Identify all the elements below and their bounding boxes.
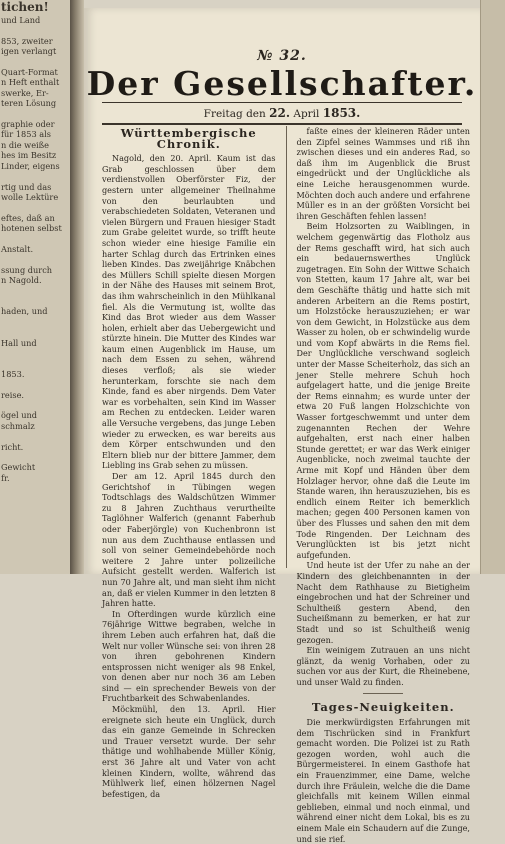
article-paragraph: Beim Holzsorten zu Waiblingen, in welchem gegenwärtig das Flotholz aus der Rems geschafft wird, hat sich auch ein bedauernswerthes Unglück zugetragen. Ein Sohn der Wittwe Schaich von Stetten, kaum 17 Jahre alt, war bei dem Geschäfte thätig und hatte sich mit anderen Arbeitern an die Rems postirt, um Holzstöcke herauszuziehen; er war von dem Gewicht, in Holzstücke aus dem Wasser zu holen, ob er schwindelig wurde und vom Kopf abwärts in die Rems fiel. Der Unglückliche verschwand sogleich unter der Masse Scheiterholz, das sich an jener Stelle mehrere Schuh hoch aufgelagert hatte, und die jenige Breite der Rems einnahm; es wurde unter der etwa 20 Fuß langen Holzschichte von Wasser fortgeschwemmt und unter dem zugenannten Rechen der Wehre aufgehalten, erst nach einer halben Stunde gerettet; er war das Werk einiger Augenblicke, noch zweimal tauchte der Arme mit Kopf und Händen über dem Holzlager hervor, ohne daß die Leute im Stande waren, ihn herauszuziehen, bis es endlich einem Reiter ich bemerklich machen; gegen 400 Personen kamen von über des Flusses und sahen den mit dem Tode Ringenden. Der Leichnam des Verunglückten ist bis jetzt nicht aufgefunden.	[296, 221, 470, 560]
fragment-line: Anstalt.	[1, 243, 34, 254]
fragment-line: Gewicht	[1, 462, 36, 473]
date-year: 1853.	[322, 106, 361, 120]
fragment-line	[0, 317, 70, 327]
fragment-line: igen verlangt	[1, 46, 57, 57]
fragment-line	[0, 296, 70, 306]
fragment-line	[0, 234, 70, 244]
fragment-line	[0, 57, 70, 67]
dateline-rule	[102, 123, 462, 125]
article-paragraph: faßte eines der kleineren Räder unten den Zipfel seines Wammses und riß ihn zwischen dieses und ein anderes Rad, so daß ihm im Augenblick die Brust eingedrückt und der Unglückliche als eine Leiche herausgenommen wurde. Möchten doch auch andere und erfahrene Müller es in an der größten Vorsicht bei ihren Geschäften fehlen lassen!	[296, 126, 470, 221]
dateline	[84, 103, 480, 122]
fragment-line: teren Lösung	[1, 98, 57, 109]
section-heading-chronik: Württembergische Chronik.	[120, 126, 257, 151]
fragment-line	[0, 400, 70, 410]
date-day: 22.	[269, 106, 291, 120]
fragment-line: 853, zweiter	[1, 35, 53, 46]
article-paragraph: Und heute ist der Ufer zu nahe an der Kindern des gleichbenannten in der Nacht dem Rathhause zu Bietigheim eingebrochen und hat der Schreiner und Schultheiß gestern Abend, den Sucheißmann zu bemerken, er hat zur Stadt und so ist Schultheiß wenig gezogen.	[296, 560, 470, 645]
fragment-line: wolle Lektüre	[1, 191, 59, 202]
fragment-line: ssung durch	[1, 264, 53, 275]
fragment-line: richt.	[1, 441, 24, 452]
previous-page-fragment	[0, 0, 71, 574]
fragment-line: 1853.	[1, 368, 25, 379]
fragment-line: für 1853 als	[1, 129, 51, 140]
date-month: April	[293, 108, 320, 120]
fragment-line: n die weiße	[1, 139, 49, 150]
fragment-line	[0, 286, 70, 296]
article-paragraph: Ein weinigem Zutrauen an uns nicht glänzt, da wenig Vorhaben, oder zu suchen vor aus der Kurt, die Rheinebene, und unser Wald zu finden.	[296, 645, 470, 687]
fragment-line	[0, 202, 70, 212]
newspaper-page	[84, 8, 480, 844]
section-heading-tages-neuigkeiten: Tages-Neuigkeiten.	[311, 700, 455, 715]
article-paragraph: In Ofterdingen wurde kürzlich eine 76jährige Wittwe begraben, welche in ihrem Leben auch erfahren hat, daß die Welt nur voller Wünsche sei: von ihren 28 von ihren gebohrenen Kindern entsprossen nicht weniger als 98 Enkel, von denen aber nur noch 36 am Leben sind — ein sprechender Beweis von der Fruchtbarkeit des Schwabenlandes.	[102, 608, 276, 704]
fragment-line	[0, 25, 70, 35]
issue-number: № 32.	[257, 48, 307, 64]
section-separator	[363, 693, 403, 694]
fragment-line	[0, 431, 70, 441]
fragment-line: tichen!	[1, 0, 49, 14]
article-paragraph: Der am 12. April 1845 durch den Gerichtshof in Tübingen wegen Todtschlags des Waldschützen Wimmer zu 8 Jahren Zuchthaus verurtheilte Taglöhner Walferich (genannt Faberhub oder Faberjörgle) von Kuchenbronn ist nun aus dem Zuchthause entlassen und soll von seiner Gemeindebehörde noch weitere 2 Jahre unter polizeiliche Aufsicht gestellt werden. Walferich ist nun 70 Jahre alt, und man sieht ihm nicht an, daß er vielen Kummer in den letzten 8 Jahren hatte.	[102, 471, 276, 609]
article-paragraph: Möckmühl, den 13. April. Hier ereignete sich heute ein Unglück, durch das ein ganze Gemeinde in Schrecken und Trauer versetzt wurde. Der sehr thätige und wohlhabende Müller König, erst 36 Jahre alt und Vater von acht kleinen Kindern, wollte, während das Mühlwerk lief, einen hölzernen Nagel befestigen, da	[102, 704, 276, 799]
fragment-line	[0, 109, 70, 119]
column-right	[296, 126, 471, 844]
fragment-line: und Land	[1, 15, 41, 25]
column-right-news	[297, 717, 471, 844]
fragment-line: graphie oder	[1, 119, 55, 130]
date-prefix: Freitag den	[203, 108, 266, 120]
fragment-line: schmalz	[1, 420, 35, 431]
fragment-line	[0, 379, 70, 389]
column-left-text	[102, 153, 276, 799]
masthead	[84, 8, 480, 125]
column-left	[102, 126, 276, 799]
fragment-line	[0, 171, 70, 181]
column-divider	[286, 126, 287, 568]
fragment-line: swerke, Er-	[1, 87, 49, 98]
fragment-line	[0, 327, 70, 337]
paper-title: Der Gesellschafter.	[86, 64, 478, 103]
fragment-line: Quart-Format	[1, 67, 58, 78]
fragment-line: reise.	[1, 389, 25, 400]
fragment-line: Linder, eigens	[1, 160, 60, 171]
fragment-line: hes im Besitz	[1, 150, 57, 161]
fragment-line: Hall und	[1, 337, 37, 348]
fragment-line	[0, 358, 70, 368]
fragment-line: hotenen selbst	[1, 223, 62, 234]
fragment-line: haden, und	[1, 306, 48, 317]
column-right-text	[297, 126, 471, 687]
page-edge	[480, 0, 505, 574]
fragment-line	[0, 254, 70, 264]
fragment-line: n Nagold.	[1, 275, 42, 286]
fragment-line	[0, 452, 70, 462]
fragment-line: ögel und	[1, 410, 38, 421]
article-paragraph: Nagold, den 20. April. Kaum ist das Grab geschlossen über dem verdienstvollen Oberförster Fiz, der gestern unter allgemeiner Theilnahme von den beurlaubten und verabschiedeten Soldaten, Veteranen und vielen Bürgern und Frauen hiesiger Stadt zum Grabe geleitet wurde, so trifft heute schon wieder eine hiesige Familie ein harter Schlag durch das Ertrinken eines lieben Kindes. Das zweijährige Knäbchen des Müllers Schill spielte diesen Morgen in der Nähe des Hauses mit seinem Brot, das ihm wahrscheinlich in den Mühlkanal fiel. Als die Vermutung ist, wollte das Kind das Brot wieder aus dem Wasser holen, erhielt aber das Uebergewicht und stürzte hinein. Die Mutter des Kindes war kaum einen Augenblick im Hause, um nach dem Essen zu sehen, während dieses verfloß; als sie wieder herunterkam, forschte sie nach dem Kinde, fand es aber nirgends. Dem Vater war es vorbehalten, sein Kind im Wasser am Rechen zu entdecken. Leider waren alle Versuche vergebens, das junge Leben wieder zu erwecken, es war bereits aus dem Körper entschwunden und den Eltern blieb nur der bittere Jammer, dem Liebling ins Grab sehen zu müssen.	[102, 153, 276, 471]
fragment-line: fr.	[1, 472, 10, 483]
book-gutter	[70, 0, 84, 574]
fragment-line	[0, 348, 70, 358]
article-paragraph: Die merkwürdigsten Erfahrungen mit dem Tischrücken sind in Frankfurt gemacht worden. Die Polizei ist zu Rath gezogen worden, wohl auch die Bürgermeisterei. In einem Gasthofe hat ein Frauenzimmer, eine Dame, welche durch ihre Fräulein, welche die die Dame gleichfalls mit keinem Willen einmal geblieben, einmal und noch einmal, und während einer nicht dem Lokal, bis es zu einem Male ein Schaudern auf die Zunge, und sie rief.	[296, 717, 470, 844]
fragment-line: n Heft enthalt	[1, 77, 60, 88]
article-columns	[102, 126, 470, 844]
fragment-line: eftes, daß an	[1, 212, 55, 223]
fragment-line: rtig und das	[1, 181, 52, 192]
